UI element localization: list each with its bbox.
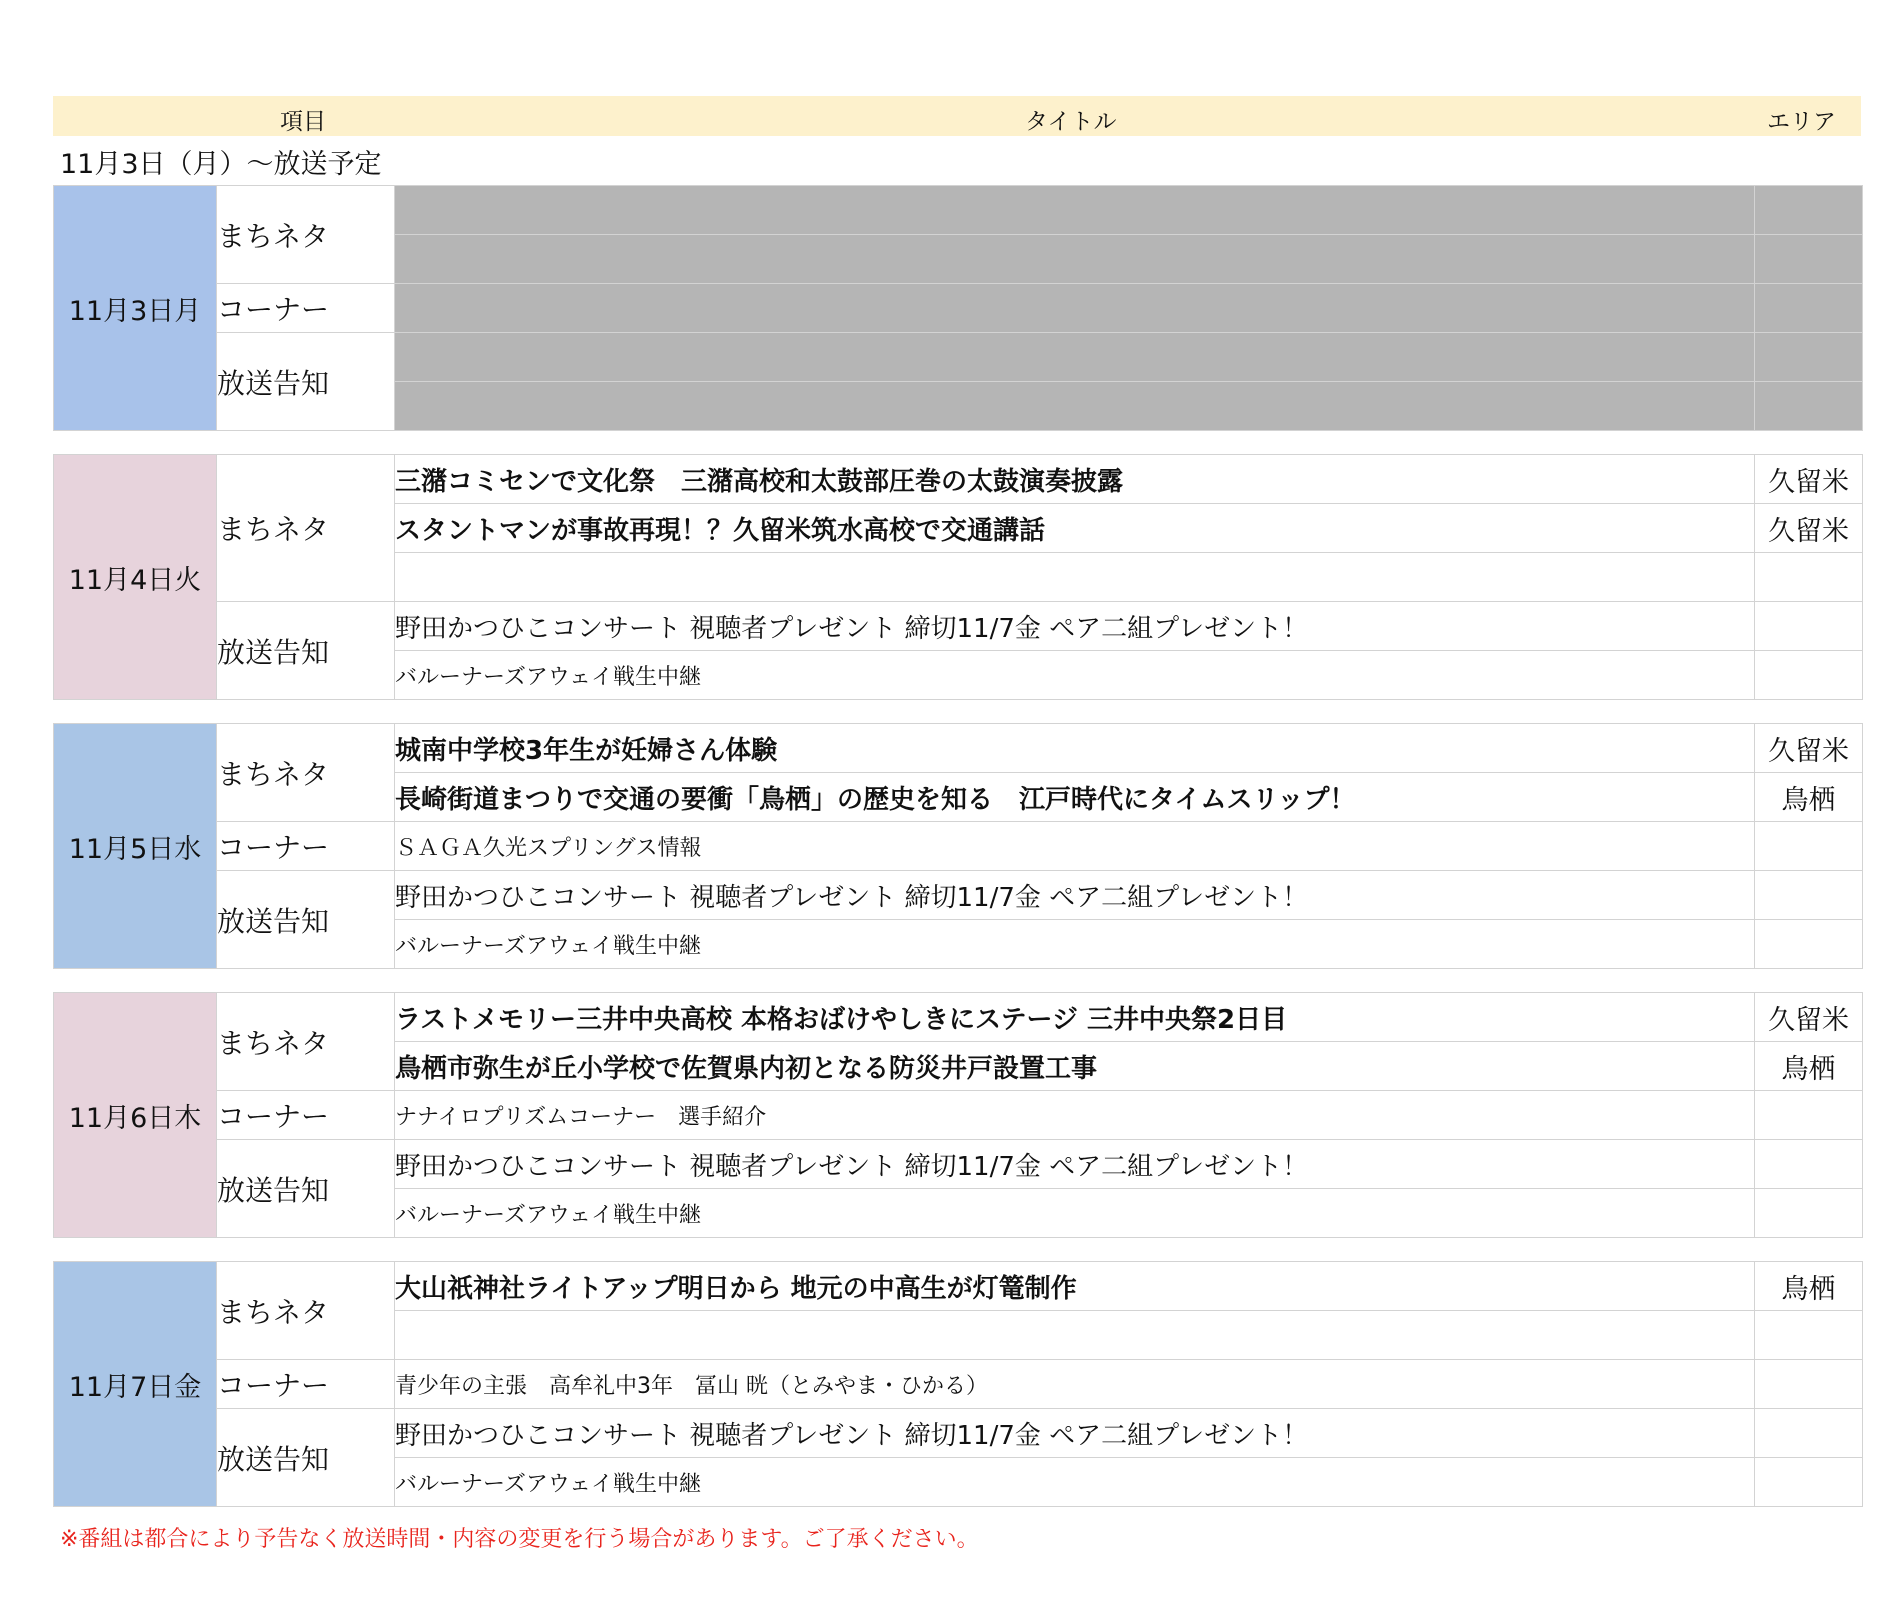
program-title: バルーナーズアウェイ戦生中継	[395, 651, 1755, 700]
program-area: 鳥栖	[1755, 1042, 1863, 1091]
day-date: 11月3日月	[54, 186, 217, 431]
program-area	[1755, 651, 1863, 700]
category-label: まちネタ	[217, 993, 395, 1091]
program-area	[1755, 1360, 1863, 1409]
category-label: まちネタ	[217, 186, 395, 284]
program-title: 三潴コミセンで文化祭 三潴高校和太鼓部圧巻の太鼓演奏披露	[395, 455, 1755, 504]
program-title: 長崎街道まつりで交通の要衝「鳥栖」の歴史を知る 江戸時代にタイムスリップ！	[395, 773, 1755, 822]
program-area: 鳥栖	[1755, 773, 1863, 822]
program-area	[1755, 1091, 1863, 1140]
program-title	[395, 333, 1755, 382]
program-title: 野田かつひこコンサート 視聴者プレゼント 締切11/7金 ペア二組プレゼント！	[395, 1140, 1755, 1189]
category-label: まちネタ	[217, 455, 395, 602]
program-area: 鳥栖	[1755, 1262, 1863, 1311]
program-area	[1755, 186, 1863, 235]
program-title: 野田かつひこコンサート 視聴者プレゼント 締切11/7金 ペア二組プレゼント！	[395, 1409, 1755, 1458]
category-label: コーナー	[217, 1091, 395, 1140]
program-title	[395, 553, 1755, 602]
header-item: 項目	[280, 109, 326, 135]
program-area	[1755, 602, 1863, 651]
day-date: 11月4日火	[54, 455, 217, 700]
program-title: 城南中学校3年生が妊婦さん体験	[395, 724, 1755, 773]
header-area: エリア	[1767, 109, 1836, 135]
program-title: ラストメモリー三井中央高校 本格おばけやしきにステージ 三井中央祭2日目	[395, 993, 1755, 1042]
program-area	[1755, 1458, 1863, 1507]
program-title	[395, 235, 1755, 284]
category-label: コーナー	[217, 284, 395, 333]
day-table	[53, 454, 1863, 700]
day-date: 11月5日水	[54, 724, 217, 969]
day-table	[53, 1261, 1863, 1507]
category-label: まちネタ	[217, 724, 395, 822]
program-title: バルーナーズアウェイ戦生中継	[395, 1189, 1755, 1238]
program-title: バルーナーズアウェイ戦生中継	[395, 1458, 1755, 1507]
category-label: 放送告知	[217, 602, 395, 700]
day-date: 11月7日金	[54, 1262, 217, 1507]
program-area	[1755, 382, 1863, 431]
program-title: 野田かつひこコンサート 視聴者プレゼント 締切11/7金 ペア二組プレゼント！	[395, 871, 1755, 920]
program-area	[1755, 1140, 1863, 1189]
category-label: 放送告知	[217, 1409, 395, 1507]
day-table	[53, 992, 1863, 1238]
day-table	[53, 723, 1863, 969]
program-title	[395, 284, 1755, 333]
program-area: 久留米	[1755, 993, 1863, 1042]
program-area	[1755, 553, 1863, 602]
program-title: 鳥栖市弥生が丘小学校で佐賀県内初となる防災井戸設置工事	[395, 1042, 1755, 1091]
program-area	[1755, 1311, 1863, 1360]
program-area	[1755, 920, 1863, 969]
program-area: 久留米	[1755, 724, 1863, 773]
program-area: 久留米	[1755, 455, 1863, 504]
day-date: 11月6日木	[54, 993, 217, 1238]
program-area	[1755, 235, 1863, 284]
category-label: まちネタ	[217, 1262, 395, 1360]
program-title	[395, 382, 1755, 431]
program-area	[1755, 284, 1863, 333]
category-label: 放送告知	[217, 1140, 395, 1238]
category-label: コーナー	[217, 1360, 395, 1409]
program-title	[395, 186, 1755, 235]
program-area	[1755, 333, 1863, 382]
schedule-subtitle: 11月3日（月）〜放送予定	[60, 149, 382, 180]
program-title: ナナイロプリズムコーナー 選手紹介	[395, 1091, 1755, 1140]
header-title: タイトル	[1025, 109, 1117, 135]
day-table	[53, 185, 1863, 431]
program-area	[1755, 822, 1863, 871]
program-title	[395, 1311, 1755, 1360]
disclaimer-note: ※番組は都合により予告なく放送時間・内容の変更を行う場合があります。ご了承ください。	[60, 1527, 979, 1552]
category-label: 放送告知	[217, 871, 395, 969]
program-area	[1755, 871, 1863, 920]
program-area: 久留米	[1755, 504, 1863, 553]
category-label: 放送告知	[217, 333, 395, 431]
program-title: ＳＡＧＡ久光スプリングス情報	[395, 822, 1755, 871]
table-header	[53, 96, 1861, 136]
program-title: バルーナーズアウェイ戦生中継	[395, 920, 1755, 969]
program-area	[1755, 1189, 1863, 1238]
program-title: 大山祇神社ライトアップ明日から 地元の中高生が灯篭制作	[395, 1262, 1755, 1311]
program-title: 青少年の主張 高牟礼中3年 冨山 晄（とみやま・ひかる）	[395, 1360, 1755, 1409]
category-label: コーナー	[217, 822, 395, 871]
program-area	[1755, 1409, 1863, 1458]
program-title: スタントマンが事故再現！？久留米筑水高校で交通講話	[395, 504, 1755, 553]
program-title: 野田かつひこコンサート 視聴者プレゼント 締切11/7金 ペア二組プレゼント！	[395, 602, 1755, 651]
